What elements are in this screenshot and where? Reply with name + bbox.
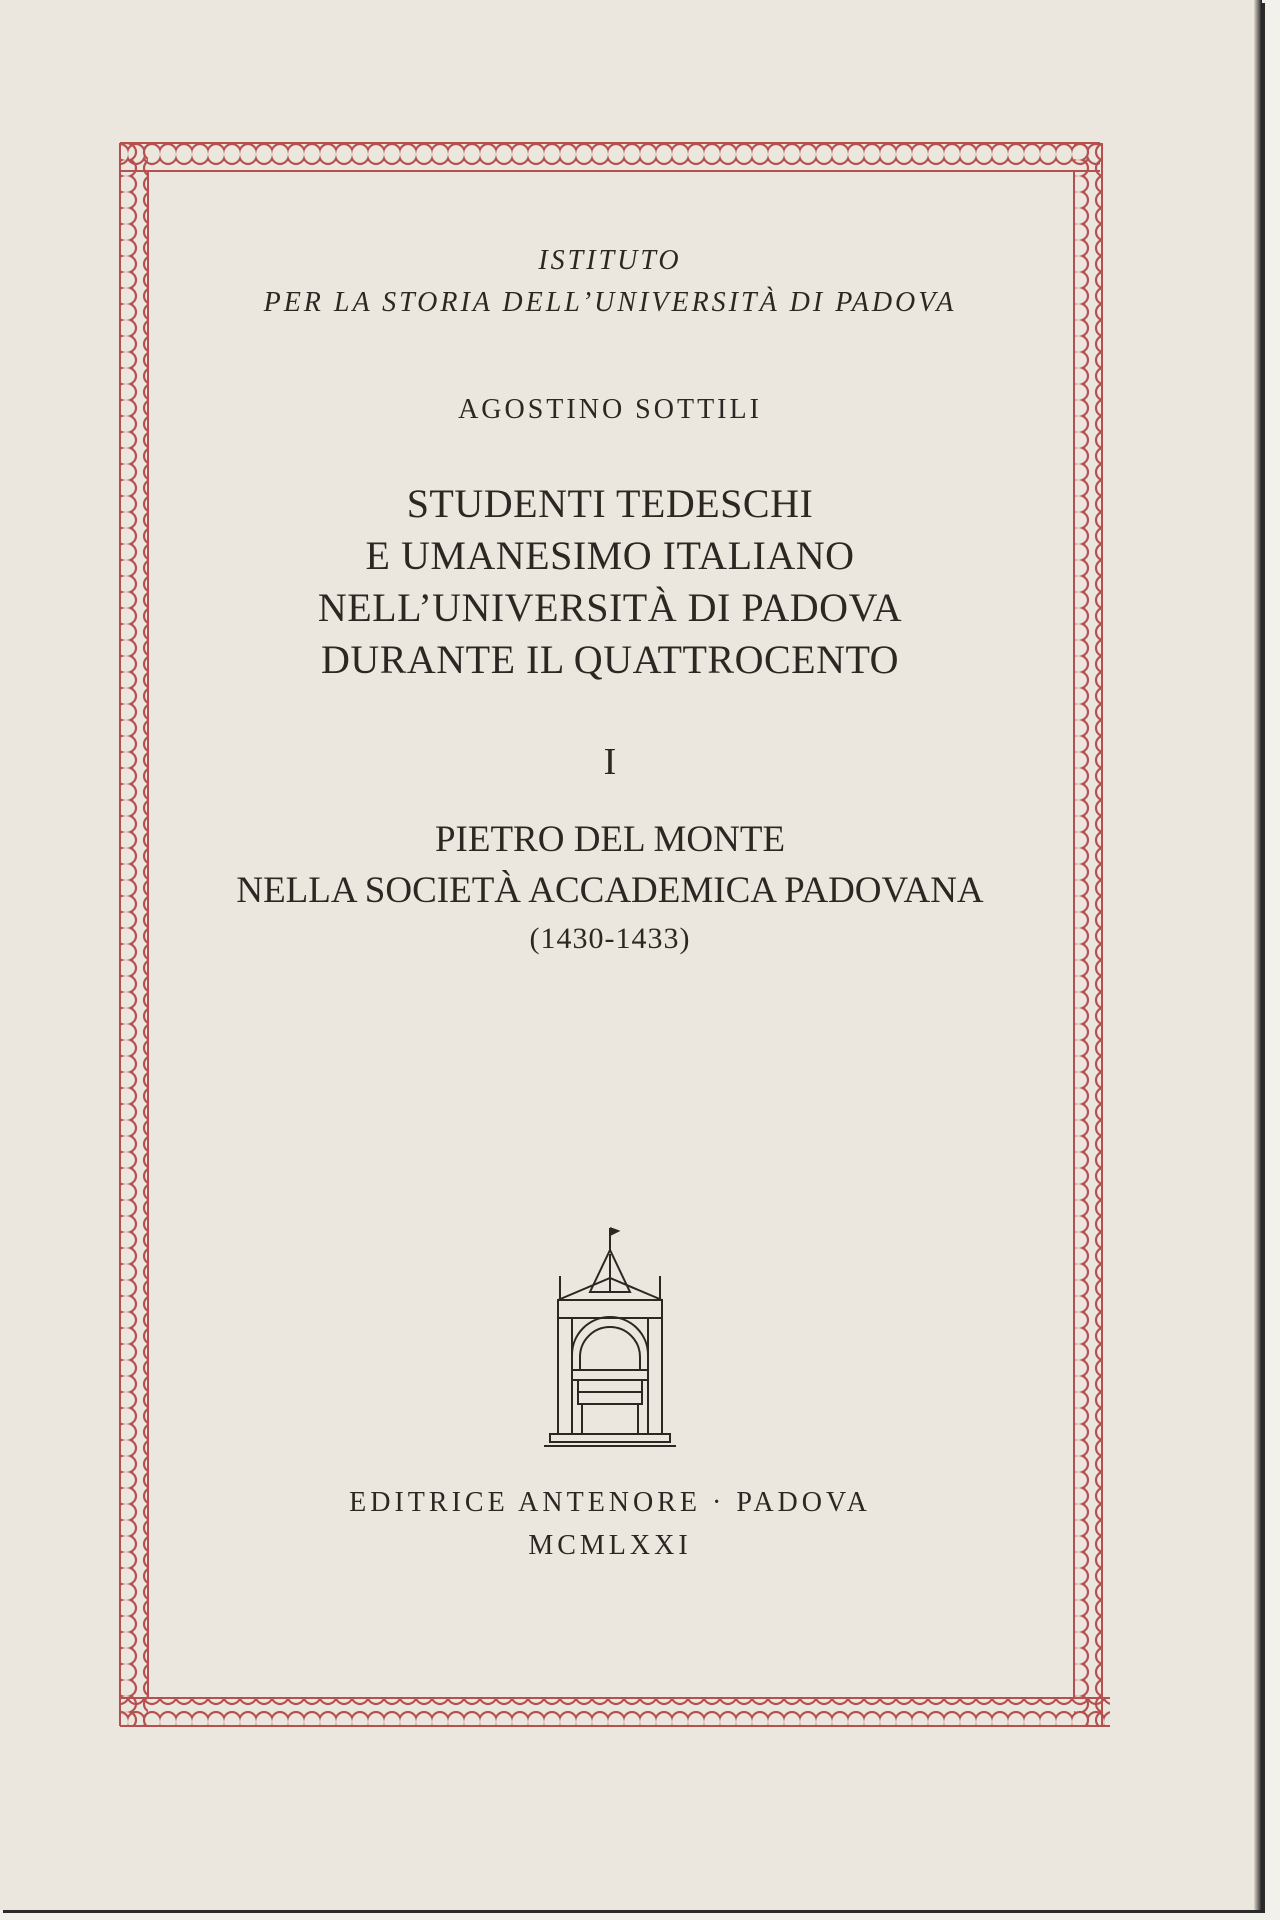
author-name: AGOSTINO SOTTILI [458,394,762,425]
institute-heading [150,240,1070,324]
institute-line-1: ISTITUTO [538,245,682,276]
book-title [150,478,1070,686]
cover-text [150,240,1070,956]
border-right [1074,143,1102,1726]
border-left [120,143,148,1726]
date-range: (1430-1433) [529,922,691,955]
publisher-line: EDITRICE ANTENORE · PADOVA [349,1487,871,1518]
subtitle-line-2: NELLA SOCIETÀ ACCADEMICA PADOVANA [236,870,984,911]
title-line-3: NELL’UNIVERSITÀ DI PADOVA [317,585,903,630]
book-subtitle [150,814,1070,916]
border-top [120,143,1100,171]
subtitle-line-1: PIETRO DEL MONTE [434,819,786,860]
volume-number: I [603,741,617,783]
border-bottom [120,1698,1110,1726]
tomb-monument-icon [540,1220,680,1460]
title-line-2: E UMANESIMO ITALIANO [365,533,855,578]
title-line-1: STUDENTI TEDESCHI [406,481,814,526]
publication-year: MCMLXXI [528,1530,692,1561]
title-line-4: DURANTE IL QUATTROCENTO [320,637,900,682]
institute-line-2: PER LA STORIA DELL’UNIVERSITÀ DI PADOVA [263,287,957,318]
